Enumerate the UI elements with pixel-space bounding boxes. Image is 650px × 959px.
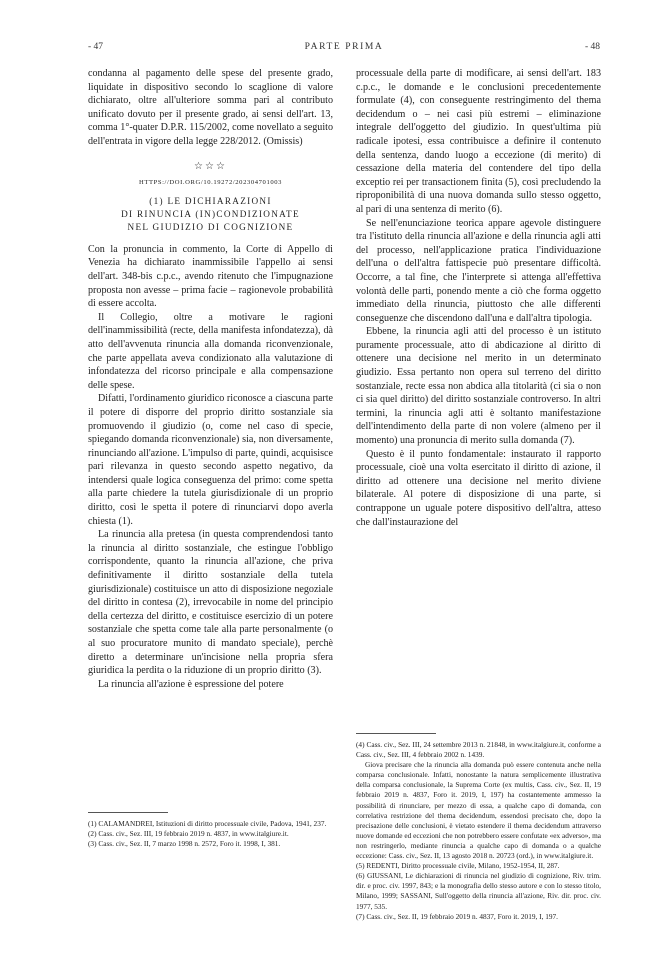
section-heading-line: (1) LE DICHIARAZIONI <box>149 195 272 206</box>
footnote: (6) GIUSSANI, Le dichiarazioni di rinuncia nel giudizio di cognizione, Riv. trim. dir. e proc. civ. 1997, 843; e la monografia dello stesso autore e con lo stesso titolo, Milano, 1999; SASSANI, Sull'oggetto della rinuncia all'azione, Riv. dir. proc. civ. 1977, 535. <box>356 871 601 911</box>
body-paragraph: La rinuncia alla pretesa (in questa comprendendosi tanto la rinuncia al diritto sostanziale, che estingue l'obbligo corrispondente, quanto la rinuncia all'azione, che priva definitivamente il diritto sostanziale della tutela giurisdizionale) costituisce un atto di disposizione negoziale del diritto in contesa (2), irrevocabile in nome del principio della certezza del diritto, e costituisce esercizio di un potere sostanziale che spetta come tale alla parte personalmente (o al suo procuratore munito di mandato speciale), perchè diretto a determinare un'incisione nella propria sfera giuridica la perdita o la riduzione di un proprio diritto (3). <box>88 529 333 677</box>
right-column <box>356 67 601 529</box>
left-footnotes <box>88 812 333 849</box>
body-paragraph: Con la pronuncia in commento, la Corte di Appello di Venezia ha dichiarato inammissibile l'appello ai sensi dell'art. 348-bis c.p.c., avendo ritenuto che l'impugnazione proposta non avesse – prima facie – ragionevole probabilità di essere accolta. <box>88 243 333 310</box>
body-paragraph: Il Collegio, oltre a motivare le ragioni dell'inammissibilità (recte, della manifesta infondatezza), dà atto dell'avvenuta rinuncia alla domanda riconvenzionale, che parte appellata aveva condizionato alla valutazione di infondatezza del ricorso principale e alla compensazione delle spese. <box>88 311 333 391</box>
footnote: (3) Cass. civ., Sez. II, 7 marzo 1998 n. 2572, Foro it. 1998, I, 381. <box>88 839 281 849</box>
body-paragraph: condanna al pagamento delle spese del presente grado, liquidate in dispositivo secondo lo scaglione di valore dichiarato, oltre all'ulteriore somma pari al contributo unificato dovuto per il presente grado, ai sensi dell'art. 13, comma 1°-quater D.P.R. 115/2002, come novellato a seguito dell'entrata in vigore della legge 228/2012. (Omissis) <box>88 68 333 147</box>
footnote: Giova precisare che la rinuncia alla domanda può essere contenuta anche nella comparsa conclusionale. Infatti, nonostante la natura semplicemente illustrativa della comparsa conclusionale, la Suprema Corte (ex multis, Cass. civ., Sez. II, 19 febbraio 2019 n. 4837, Foro it. 2019, I, 197) ha costantemente ammesso la possibilità di rinunciare, per mezzo di essa, a qualche capo di domanda, con correlativa restrizione del thema decidendum, essendosi precisato che, dopo la precisazione delle conclusioni, è vietato estendere il thema decidendum attraverso nuove domande ed eccezioni che non potrebbero essere confutate «ex adverso», ma non restringerlo, mediante rinuncia a qualche capo di domanda o a qualche eccezione: Cass. civ., Sez. II, 13 agosto 2018 n. 20723 (ord.), in www.italgiure.it. <box>356 760 601 861</box>
page-number-left: - 47 <box>88 42 104 52</box>
footnote: (1) CALAMANDREI, Istituzioni di diritto processuale civile, Padova, 1941, 237. <box>88 819 327 828</box>
footnote-separator <box>356 733 436 734</box>
section-ornament: ☆☆☆ <box>194 160 227 172</box>
running-title: PARTE PRIMA <box>304 42 384 52</box>
body-paragraph: Ebbene, la rinuncia agli atti del processo è un istituto puramente processuale, atto di abdicazione al diritto di ottenere una decisione nel merito in un determinato giudizio. Essa pertanto non opera sul terreno del diritto sostanziale, recte essa non abdica alla titolarità (ci sia o non ci sia quel diritto) del diritto sostanziale controverso. In altri termini, la rinuncia agli atti è soltanto manifestazione dell'intendimento della parte di non volere (almeno per il momento) una pronuncia di merito sulla domanda (7). <box>356 326 601 447</box>
body-paragraph: processuale della parte di modificare, ai sensi dell'art. 183 c.p.c., le domande e le conclusioni precedentemente formulate (4), con conseguente restringimento del thema decidendum o – nei casi più estremi – eliminazione integrale dell'oggetto del giudizio. In quest'ultima più radicale ipotesi, essa contribuisce a definire il contenuto della sentenza, dando luogo a eccezione (di merito) di cessazione della materia del contendere del tipo della exceptio rei per transactionem finita (5), così precludendo la riproponibilità di una nuova domanda sullo stesso oggetto, al pari di una sentenza di merito (6). <box>356 68 601 215</box>
right-footnotes <box>356 733 601 922</box>
running-header <box>88 42 600 56</box>
left-column <box>88 67 333 691</box>
body-paragraph: Questo è il punto fondamentale: instaurato il rapporto processuale, cioè una volta esercitato il diritto di azione, il diritto ad ottenere una decisione nel merito diviene bilaterale. Al potere di disposizione di una parte, si contrappone un uguale potere dispositivo dell'altra, atteso che dall'instaurazione del <box>356 448 601 528</box>
page-number-right: - 48 <box>584 42 600 52</box>
footnote-separator <box>88 812 168 813</box>
footnote: (2) Cass. civ., Sez. III, 19 febbraio 2019 n. 4837, in www.italgiure.it. <box>88 829 289 839</box>
doi-link[interactable]: HTTPS://DOI.ORG/10.19272/202304701003 <box>138 178 283 186</box>
body-paragraph: Difatti, l'ordinamento giuridico riconosce a ciascuna parte il potere di disporre del proprio diritto sostanziale sia promuovendo il giudizio (o, come nel caso di specie, spiegando domanda riconvenzionale) sia, non diversamente, rinunciando all'azione. L'impulso di parte, quindi, acquisisce pari rilevanza in questo secondo aspetto negativo, da intendersi quale logica conseguenza del primo: come spetta alla parte chiedere la tutela giurisdizionale di un proprio diritto, così le spetta il potere di rinunciarvi dopo averla chiesta (1). <box>88 393 333 527</box>
body-paragraph: Se nell'enunciazione teorica appare agevole distinguere tra l'istituto della rinuncia all'azione e della rinuncia agli atti del processo, nell'applicazione pratica l'individuazione dell'una o dell'altra fattispecie può presentare difficoltà. Occorre, a tal fine, che l'interprete si attenga all'effettiva volontà delle parti, ponendo mente a ciò che forma oggetto immediato della rinuncia, piuttosto che alle differenti conseguenze che discendono dall'una e dall'altra tipologia. <box>356 217 601 324</box>
footnote: (5) REDENTI, Diritto processuale civile, Milano, 1952-1954, II, 287. <box>356 861 560 871</box>
footnote: (4) Cass. civ., Sez. III, 24 settembre 2013 n. 21848, in www.italgiure.it, conforme a Cass. civ., Sez. III, 4 febbraio 2002 n. 1439. <box>356 740 601 760</box>
section-heading <box>88 195 333 235</box>
body-paragraph: La rinuncia all'azione è espressione del potere <box>98 678 284 690</box>
section-heading-line: DI RINUNCIA (IN)CONDIZIONATE <box>121 208 300 219</box>
footnote: (7) Cass. civ., Sez. II, 19 febbraio 2019 n. 4837, Foro it. 2019, I, 197. <box>356 911 558 921</box>
section-heading-line: NEL GIUDIZIO DI COGNIZIONE <box>127 222 294 233</box>
